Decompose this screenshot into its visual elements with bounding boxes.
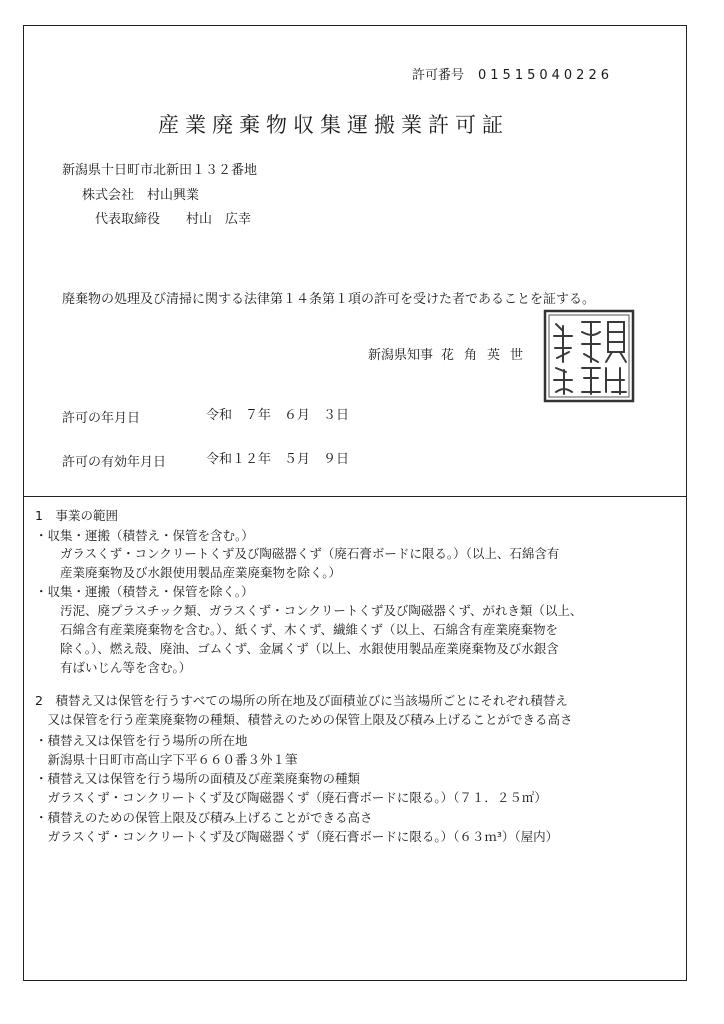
permit-number-label: 許可番号 <box>412 68 465 83</box>
issuer-line <box>368 348 533 364</box>
holder-representative: 代表取締役 村山 広幸 <box>95 212 252 227</box>
holder-company: 株式会社 村山興業 <box>82 188 200 203</box>
scope-line: ガラスくず・コンクリートくず及び陶磁器くず（廃石膏ボードに限る。）（以上、石綿含有 <box>35 546 560 561</box>
permit-number-line <box>412 68 613 84</box>
scope-line: 石綿含有産業廃棄物を含む。）、紙くず、木くず、繊維くず（以上、石綿含有産業廃棄物を <box>35 622 559 637</box>
official-seal-icon <box>542 308 636 404</box>
certification-statement: 廃棄物の処理及び清掃に関する法律第１４条第１項の許可を受けた者であることを証する。 <box>62 292 596 307</box>
storage-line: ・積替えのための保管上限及び積み上げることができる高さ <box>35 810 373 825</box>
issuer-name: 花角英世 <box>441 348 534 363</box>
scope-line: 汚泥、廃プラスチック類、ガラスくず・コンクリートくず及び陶磁器くず、がれき類（以上、 <box>35 603 583 618</box>
document-title: 産業廃棄物収集運搬業許可証 <box>158 113 509 137</box>
issuer-title: 新潟県知事 <box>368 348 434 363</box>
storage-line: ガラスくず・コンクリートくず及び陶磁器くず（廃石膏ボードに限る。）（７１．２５㎡） <box>35 790 547 805</box>
expiry-date-label: 許可の有効年月日 <box>62 455 167 470</box>
scope-line: 1 事業の範囲 <box>35 508 118 523</box>
storage-line: ガラスくず・コンクリートくず及び陶磁器くず（廃石膏ボードに限る。）（６３ｍ³）（屋内） <box>35 829 559 844</box>
scope-line: 除く。）、燃え殻、廃油、ゴムくず、金属くず（以上、水銀使用製品産業廃棄物及び水銀含 <box>35 641 559 656</box>
storage-line: 新潟県十日町市高山字下平６６０番３外１筆 <box>35 752 298 767</box>
holder-address: 新潟県十日町市北新田１３２番地 <box>62 163 258 178</box>
permit-date-value: 令和 ７年 ６月 ３日 <box>206 408 350 423</box>
permit-date-label: 許可の年月日 <box>62 411 141 426</box>
storage-line: ・積替え又は保管を行う場所の面積及び産業廃棄物の種類 <box>35 771 361 786</box>
section-divider <box>23 496 687 497</box>
storage-line: ・積替え又は保管を行う場所の所在地 <box>35 733 248 748</box>
expiry-date-value: 令和１２年 ５月 ９日 <box>206 452 350 467</box>
scope-line: ・収集・運搬（積替え・保管を含む。） <box>35 528 254 543</box>
storage-line: 又は保管を行う産業廃棄物の種類、積替えのための保管上限及び積み上げることができる高さ <box>35 712 573 727</box>
storage-line: 2 積替え又は保管を行うすべての場所の所在地及び面積並びに当該場所ごとにそれぞれ積替え <box>35 693 568 708</box>
scope-line: 産業廃棄物及び水銀使用製品産業廃棄物を除く。） <box>35 565 342 580</box>
permit-number: 01515040226 <box>478 68 613 83</box>
scope-line: 有ばいじん等を含む。） <box>35 660 192 675</box>
scope-line: ・収集・運搬（積替え・保管を除く。） <box>35 584 254 599</box>
